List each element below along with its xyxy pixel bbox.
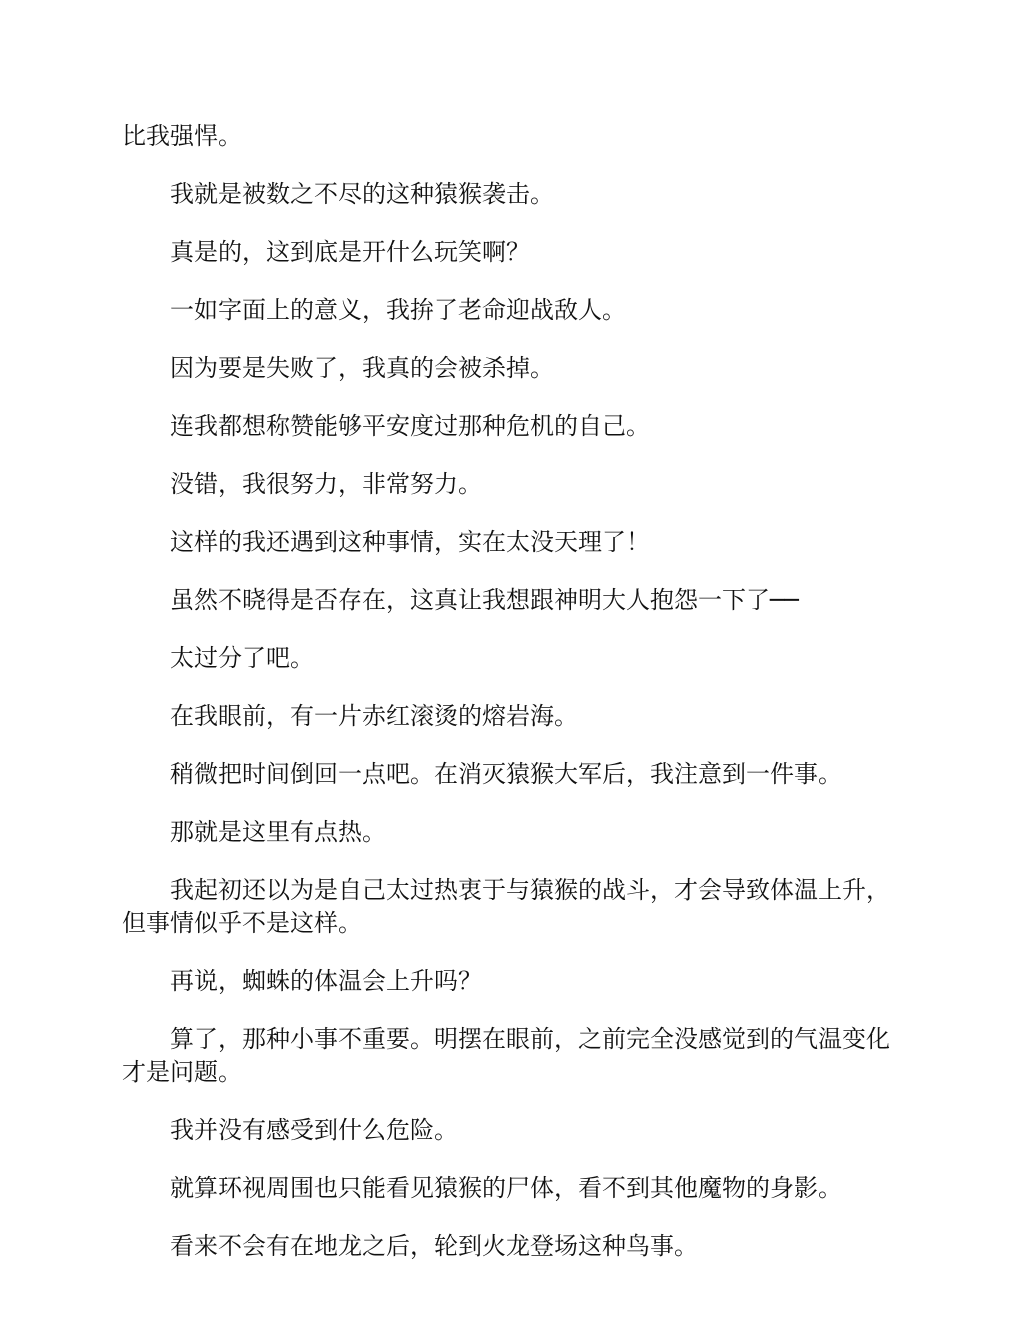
- paragraph: 我起初还以为是自己太过热衷于与猿猴的战斗，才会导致体温上升，但事情似乎不是这样。: [122, 876, 890, 937]
- paragraph: 没错，我很努力，非常努力。: [170, 470, 482, 498]
- paragraph: 因为要是失败了，我真的会被杀掉。: [170, 354, 554, 382]
- paragraph: 稍微把时间倒回一点吧。在消灭猿猴大军后，我注意到一件事。: [170, 760, 842, 788]
- paragraph: 连我都想称赞能够平安度过那种危机的自己。: [170, 412, 650, 440]
- paragraph: 这样的我还遇到这种事情，实在太没天理了！: [170, 528, 650, 556]
- paragraph: 看来不会有在地龙之后，轮到火龙登场这种鸟事。: [170, 1232, 698, 1260]
- paragraph: 那就是这里有点热。: [170, 818, 386, 846]
- paragraph: 一如字面上的意义，我拚了老命迎战敌人。: [170, 296, 626, 324]
- paragraph: 真是的，这到底是开什么玩笑啊？: [170, 238, 530, 266]
- paragraph: 虽然不晓得是否存在，这真让我想跟神明大人抱怨一下了──: [170, 586, 799, 614]
- paragraph: 我就是被数之不尽的这种猿猴袭击。: [170, 180, 554, 208]
- paragraph: 比我强悍。: [122, 122, 242, 150]
- paragraph: 就算环视周围也只能看见猿猴的尸体，看不到其他魔物的身影。: [170, 1174, 842, 1202]
- paragraph: 在我眼前，有一片赤红滚烫的熔岩海。: [170, 702, 578, 730]
- paragraph: 再说，蜘蛛的体温会上升吗？: [170, 967, 482, 995]
- paragraph: 我并没有感受到什么危险。: [170, 1116, 458, 1144]
- paragraph: 算了，那种小事不重要。明摆在眼前，之前完全没感觉到的气温变化才是问题。: [122, 1025, 890, 1086]
- document-body: [122, 120, 902, 1288]
- paragraph: 太过分了吧。: [170, 644, 314, 672]
